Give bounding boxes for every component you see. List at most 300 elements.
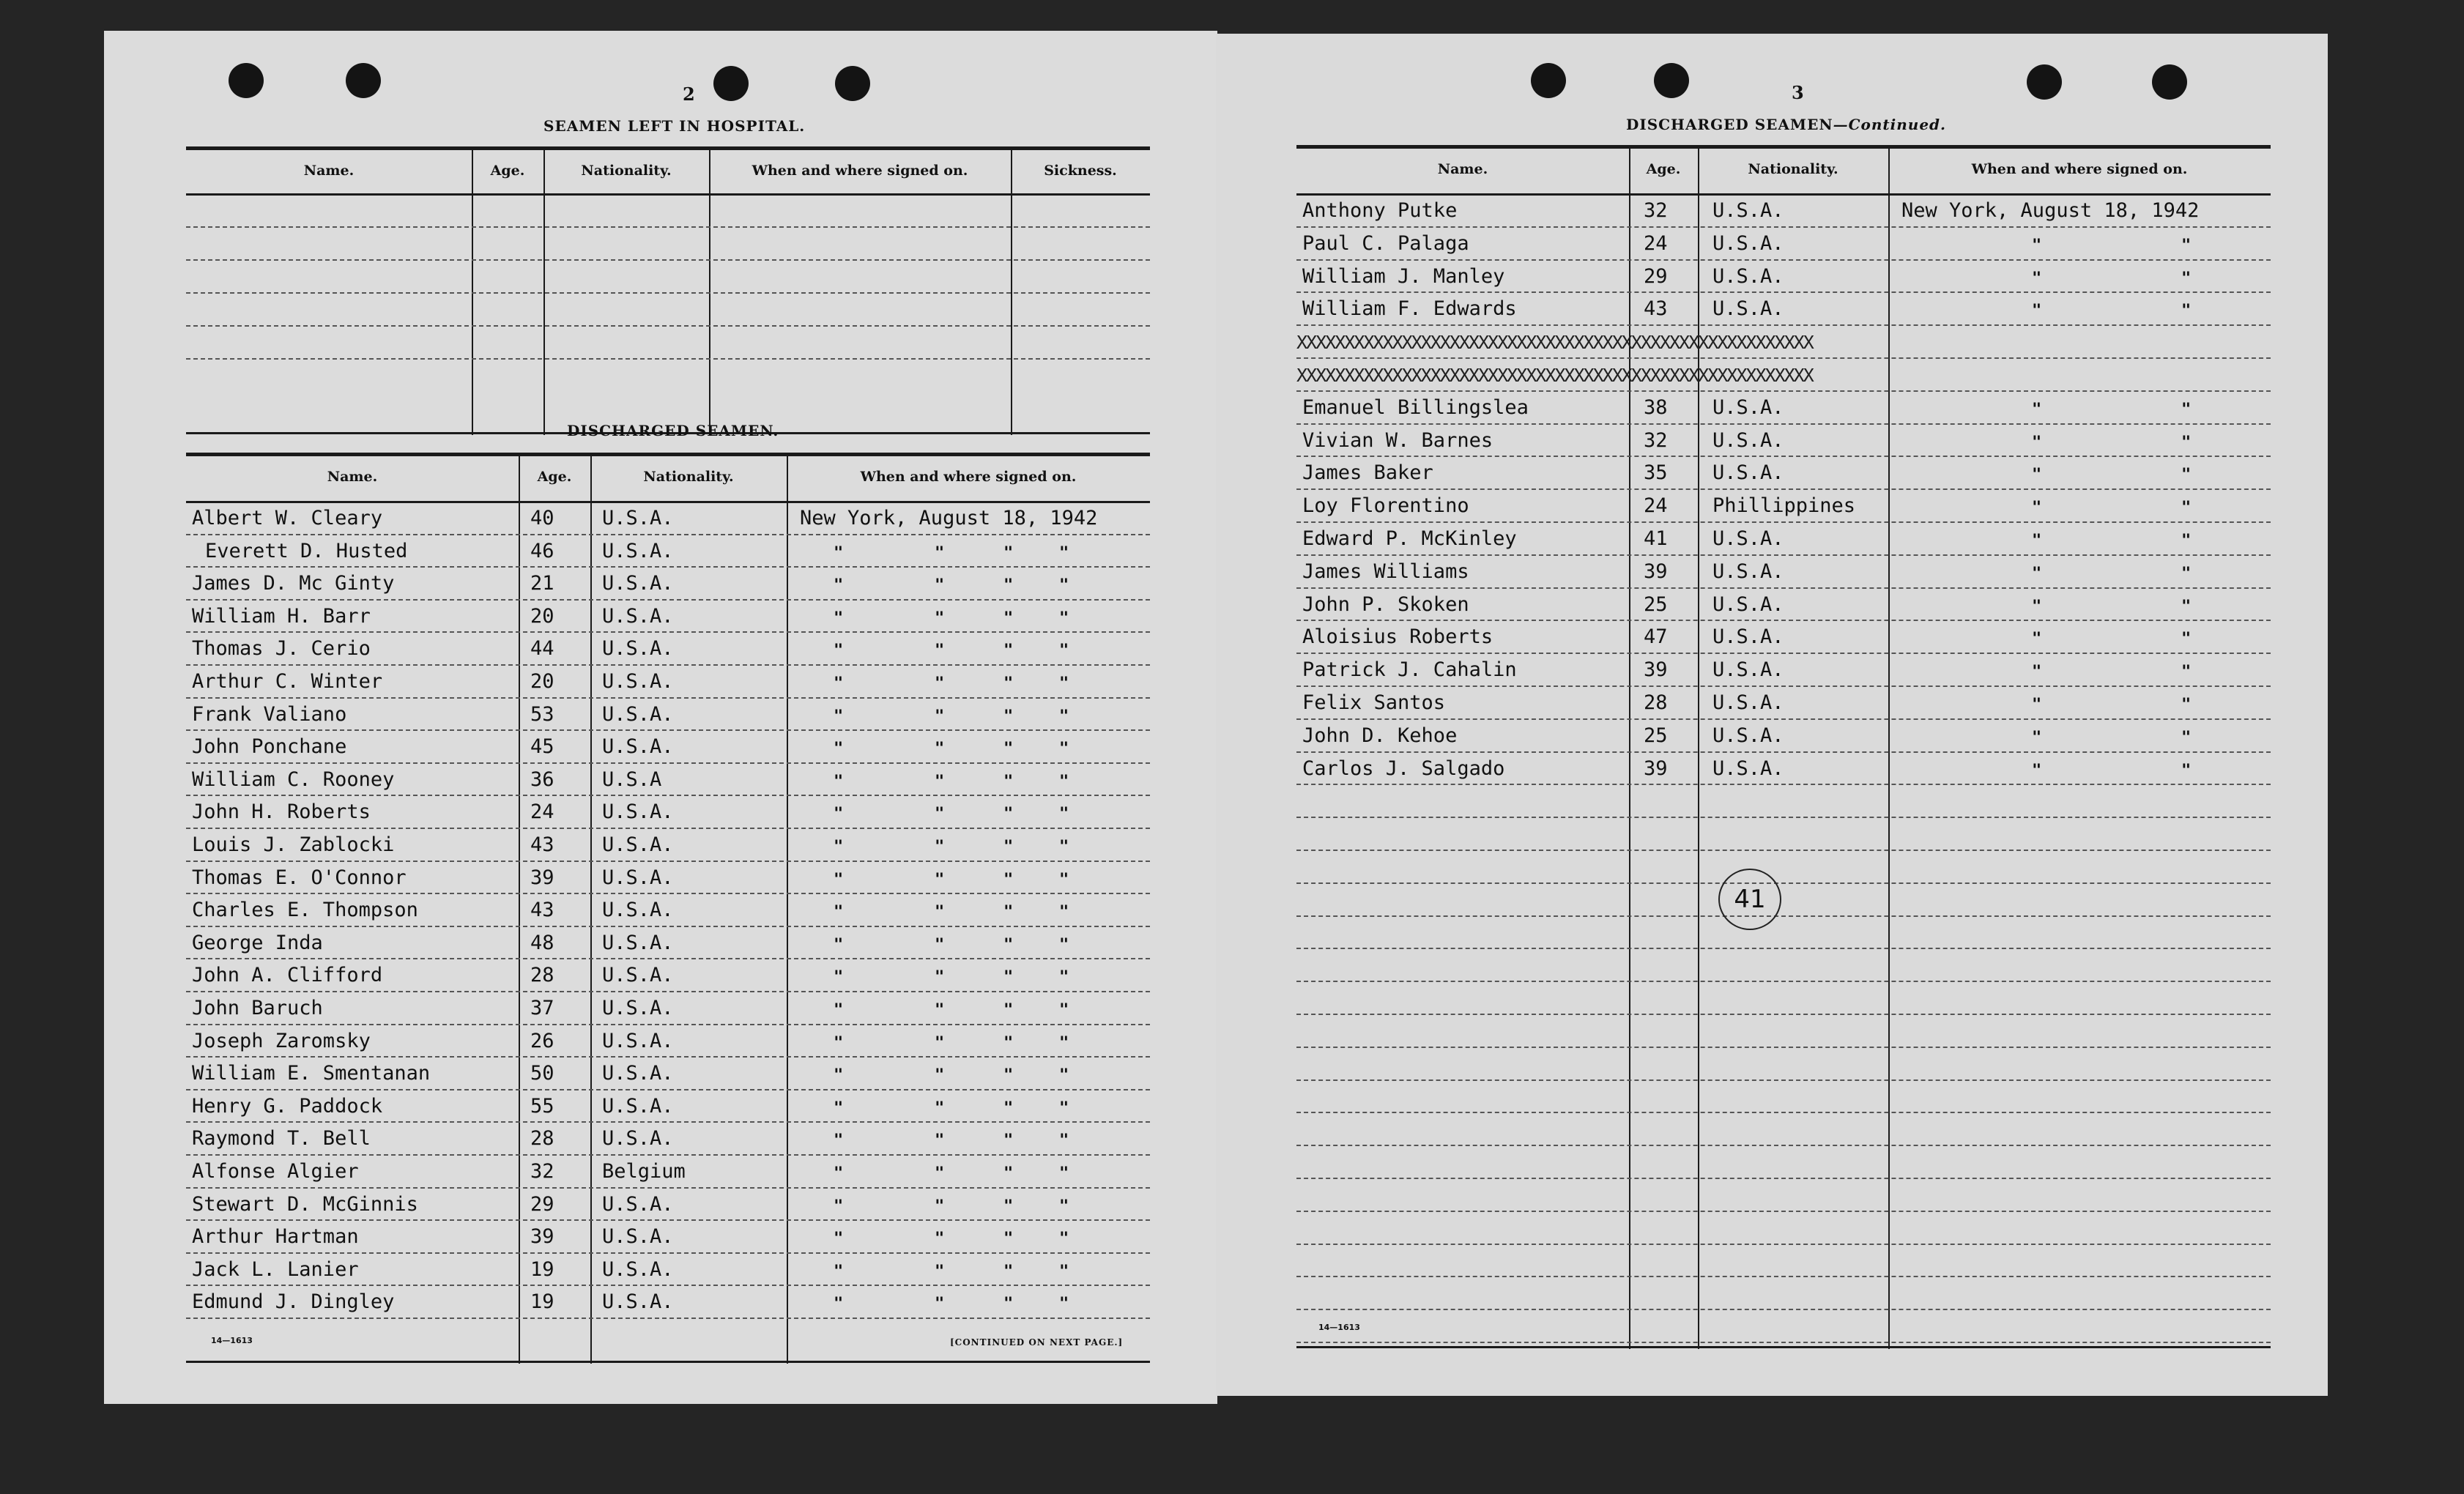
ditto-mark: " <box>1003 772 1014 791</box>
seaman-name: Jack L. Lanier <box>192 1257 359 1281</box>
ditto-mark: " <box>1003 1164 1014 1183</box>
form-number: 14—1613 <box>1318 1323 1360 1332</box>
seaman-nationality: U.S.A. <box>1712 297 1784 321</box>
row-line <box>1296 817 2271 818</box>
ditto-mark: " <box>834 805 844 824</box>
ditto-mark: " <box>1003 1295 1014 1314</box>
row-line <box>1296 1342 2271 1343</box>
table-row <box>186 961 1150 994</box>
seaman-age: 39 <box>530 1225 554 1249</box>
ditto-mark: " <box>2032 761 2042 780</box>
seaman-nationality: U.S.A. <box>602 507 674 529</box>
seaman-age: 44 <box>530 637 554 661</box>
ditto-mark: " <box>935 740 945 759</box>
seaman-nationality: U.S.A. <box>602 997 674 1019</box>
table-top-rule <box>1296 145 2271 149</box>
table-row <box>1296 458 2271 491</box>
col-header-signed: When and where signed on. <box>752 163 968 179</box>
seaman-nationality: U.S.A. <box>602 800 674 824</box>
table-row <box>1296 327 2271 360</box>
seaman-age: 29 <box>1644 264 1668 288</box>
ditto-mark: " <box>1059 707 1069 726</box>
ditto-mark: " <box>1059 935 1069 954</box>
seaman-age: 39 <box>530 866 554 889</box>
seaman-nationality: U.S.A. <box>602 899 674 922</box>
row-line <box>1296 1014 2271 1015</box>
ditto-mark: " <box>834 1001 844 1019</box>
seaman-nationality: U.S.A. <box>602 1192 674 1216</box>
table-row <box>186 504 1150 537</box>
table-row <box>186 537 1150 570</box>
seaman-name: Aloisius Roberts <box>1302 625 1493 649</box>
ditto-mark: " <box>834 1197 844 1216</box>
ditto-mark: " <box>834 740 844 759</box>
ditto-mark: " <box>1003 740 1014 759</box>
table-row <box>186 1222 1150 1255</box>
title-continued: —Continued. <box>1833 116 1946 133</box>
col-header-signed: When and where signed on. <box>860 469 1077 485</box>
seaman-name: Albert W. Cleary <box>192 507 383 529</box>
ditto-mark: " <box>935 968 945 987</box>
ditto-mark: " <box>834 870 844 889</box>
seaman-name: Arthur C. Winter <box>192 670 383 693</box>
hospital-table <box>186 146 1150 439</box>
punch-hole <box>346 63 381 98</box>
ditto-mark: " <box>1003 1001 1014 1019</box>
row-line <box>1296 1178 2271 1179</box>
ditto-mark: " <box>935 543 945 562</box>
ditto-mark: " <box>935 609 945 628</box>
table-top-rule <box>186 146 1150 150</box>
punch-hole <box>835 66 870 101</box>
seaman-name: Joseph Zaromsky <box>192 1029 371 1052</box>
ditto-mark: " <box>1003 1131 1014 1151</box>
seaman-nationality: U.S.A. <box>1712 264 1784 288</box>
header-bottom-rule <box>1296 193 2271 196</box>
ditto-mark: " <box>1059 903 1069 922</box>
punch-hole <box>229 63 264 98</box>
table-row <box>1296 360 2271 393</box>
page-number: 3 <box>1792 82 1804 103</box>
row-line <box>186 259 1150 261</box>
seaman-name: Loy Florentino <box>1302 494 1469 518</box>
ditto-mark: " <box>935 935 945 954</box>
seaman-age: 28 <box>530 1127 554 1151</box>
table-top-rule <box>186 453 1150 456</box>
ditto-mark: " <box>1059 740 1069 759</box>
seaman-nationality: U.S.A. <box>1712 428 1784 452</box>
ditto-mark: " <box>1003 674 1014 693</box>
row-line <box>1296 1079 2271 1081</box>
table-row <box>1296 229 2271 262</box>
col-header-name: Name. <box>303 163 355 179</box>
seaman-name: Thomas E. O'Connor <box>192 866 407 889</box>
ditto-mark: " <box>1003 1066 1014 1085</box>
punch-hole <box>713 66 749 101</box>
ditto-mark: " <box>1003 838 1014 856</box>
ditto-mark: " <box>935 707 945 726</box>
seaman-name: John Baruch <box>192 997 323 1019</box>
ditto-mark: " <box>1059 870 1069 889</box>
table-bottom-rule <box>1296 1346 2271 1348</box>
table-row <box>1296 721 2271 754</box>
ditto-mark: " <box>2032 302 2042 321</box>
seaman-name: William H. Barr <box>192 604 371 628</box>
row-line <box>1296 1047 2271 1048</box>
ditto-mark: " <box>1059 609 1069 628</box>
ditto-mark: " <box>834 1131 844 1151</box>
table-row <box>1296 196 2271 229</box>
seaman-nationality: U.S.A. <box>1712 231 1784 255</box>
table-row <box>186 1287 1150 1320</box>
ditto-mark: " <box>2181 728 2192 747</box>
seaman-age: 26 <box>530 1029 554 1052</box>
ditto-mark: " <box>834 1099 844 1118</box>
col-header-age: Age. <box>490 163 525 179</box>
ditto-mark: " <box>2181 236 2192 255</box>
table-row <box>186 830 1150 863</box>
ditto-mark: " <box>1003 805 1014 824</box>
row-line <box>186 358 1150 360</box>
seaman-nationality: U.S.A. <box>1712 461 1784 485</box>
row-line <box>1296 1112 2271 1113</box>
ditto-mark: " <box>834 609 844 628</box>
ditto-mark: " <box>834 1066 844 1085</box>
seaman-name: Vivian W. Barnes <box>1302 428 1493 452</box>
ditto-mark: " <box>834 1230 844 1249</box>
table-row <box>186 863 1150 896</box>
seaman-age: 25 <box>1644 724 1668 747</box>
hospital-section-title: SEAMEN LEFT IN HOSPITAL. <box>543 117 806 135</box>
seaman-age: 39 <box>1644 658 1668 682</box>
seaman-nationality: U.S.A. <box>1712 592 1784 616</box>
ditto-mark: " <box>1059 1099 1069 1118</box>
ditto-mark: " <box>935 674 945 693</box>
form-number: 14—1613 <box>211 1336 253 1345</box>
table-row <box>186 1255 1150 1288</box>
seaman-age: 28 <box>1644 691 1668 714</box>
seaman-age: 37 <box>530 997 554 1019</box>
ditto-mark: " <box>2032 269 2042 288</box>
ditto-mark: " <box>1003 968 1014 987</box>
seaman-name: John A. Clifford <box>192 964 383 987</box>
ditto-mark: " <box>1059 1066 1069 1085</box>
ditto-mark: " <box>2032 532 2042 550</box>
ditto-mark: " <box>1059 1197 1069 1216</box>
seaman-age: 39 <box>1644 757 1668 780</box>
table-row <box>1296 426 2271 459</box>
ditto-mark: " <box>935 1131 945 1151</box>
ditto-mark: " <box>1059 1033 1069 1052</box>
ditto-mark: " <box>2032 663 2042 682</box>
ditto-mark: " <box>935 1164 945 1183</box>
seaman-nationality: U.S.A. <box>602 1257 674 1281</box>
ditto-mark: " <box>834 674 844 693</box>
table-row <box>186 896 1150 929</box>
ditto-mark: " <box>2181 696 2192 714</box>
col-header-nationality: Nationality. <box>643 469 734 485</box>
ditto-mark: " <box>1003 935 1014 954</box>
ditto-mark: " <box>1003 1033 1014 1052</box>
seaman-age: 43 <box>1644 297 1668 321</box>
punch-hole <box>1654 63 1689 98</box>
punch-hole <box>2027 64 2062 100</box>
ditto-mark: " <box>935 1197 945 1216</box>
table-bottom-rule <box>186 1361 1150 1363</box>
seaman-nationality: Belgium <box>602 1160 686 1183</box>
ditto-mark: " <box>935 1099 945 1118</box>
ditto-mark: " <box>834 968 844 987</box>
seaman-name: William J. Manley <box>1302 264 1505 288</box>
ditto-mark: " <box>935 805 945 824</box>
ditto-mark: " <box>1059 838 1069 856</box>
ditto-mark: " <box>834 1033 844 1052</box>
crossed-out-entry: XXXXXXXXXXXXXXXXXXXXXXXXXXXXXXXXXXXXXXXXXXXXXXXXXXXXXX <box>1296 332 1813 354</box>
table-row <box>1296 491 2271 524</box>
ditto-mark: " <box>1059 805 1069 824</box>
discharged-section-title: DISCHARGED SEAMEN. <box>567 422 779 439</box>
left-page <box>104 31 1217 1404</box>
seaman-name: Henry G. Paddock <box>192 1094 383 1118</box>
seaman-nationality: U.S.A. <box>1712 691 1784 714</box>
seaman-nationality: U.S.A. <box>602 670 674 693</box>
table-row <box>1296 688 2271 721</box>
seaman-nationality: U.S.A. <box>602 1127 674 1151</box>
ditto-mark: " <box>935 772 945 791</box>
table-row <box>186 929 1150 962</box>
row-line <box>186 292 1150 294</box>
ditto-mark: " <box>834 642 844 661</box>
seaman-age: 19 <box>530 1290 554 1314</box>
ditto-mark: " <box>935 1230 945 1249</box>
table-row <box>1296 524 2271 557</box>
ditto-mark: " <box>2181 532 2192 550</box>
row-line <box>1296 981 2271 982</box>
table-row <box>186 798 1150 830</box>
ditto-mark: " <box>834 772 844 791</box>
seaman-age: 46 <box>530 539 554 562</box>
ditto-mark: " <box>935 838 945 856</box>
seaman-age: 48 <box>530 931 554 954</box>
ditto-mark: " <box>1059 1262 1069 1281</box>
col-header-name: Name. <box>1437 161 1488 177</box>
seaman-name: James Baker <box>1302 461 1433 485</box>
seaman-age: 35 <box>1644 461 1668 485</box>
seaman-name: William C. Rooney <box>192 768 395 791</box>
seaman-nationality: U.S.A. <box>602 1062 674 1085</box>
seaman-age: 20 <box>530 604 554 628</box>
seaman-name: Alfonse Algier <box>192 1160 359 1183</box>
table-row <box>186 765 1150 798</box>
seaman-nationality: U.S.A. <box>1712 560 1784 583</box>
ditto-mark: " <box>2032 728 2042 747</box>
ditto-mark: " <box>2032 696 2042 714</box>
seaman-age: 53 <box>530 702 554 726</box>
ditto-mark: " <box>2181 630 2192 649</box>
ditto-mark: " <box>935 642 945 661</box>
seaman-name: Felix Santos <box>1302 691 1446 714</box>
table-row <box>1296 393 2271 426</box>
seaman-name: Patrick J. Cahalin <box>1302 658 1517 682</box>
seaman-name: Charles E. Thompson <box>192 899 418 922</box>
seaman-name: Raymond T. Bell <box>192 1127 371 1151</box>
seaman-nationality: U.S.A. <box>602 539 674 562</box>
ditto-mark: " <box>1003 609 1014 628</box>
col-header-name: Name. <box>327 469 378 485</box>
seaman-age: 36 <box>530 768 554 791</box>
right-table <box>1296 145 2271 1353</box>
ditto-mark: " <box>1059 1164 1069 1183</box>
seaman-nationality: U.S.A. <box>602 1094 674 1118</box>
seaman-name: Stewart D. McGinnis <box>192 1192 418 1216</box>
ditto-mark: " <box>1003 1230 1014 1249</box>
table-row <box>186 1190 1150 1223</box>
table-row <box>1296 655 2271 688</box>
table-row <box>1296 590 2271 623</box>
ditto-mark: " <box>2032 236 2042 255</box>
ditto-mark: " <box>2032 433 2042 452</box>
ditto-mark: " <box>1059 642 1069 661</box>
seaman-nationality: U.S.A. <box>1712 395 1784 419</box>
seaman-name: John H. Roberts <box>192 800 371 824</box>
ditto-mark: " <box>834 576 844 595</box>
ditto-mark: " <box>1059 543 1069 562</box>
seaman-age: 40 <box>530 507 554 529</box>
col-header-age: Age. <box>1646 161 1681 177</box>
seaman-nationality: U.S.A. <box>602 866 674 889</box>
ditto-mark: " <box>1059 576 1069 595</box>
seaman-age: 38 <box>1644 395 1668 419</box>
col-header-sickness: Sickness. <box>1044 163 1117 179</box>
seaman-age: 24 <box>1644 494 1668 518</box>
seaman-nationality: U.S.A. <box>1712 724 1784 747</box>
row-line <box>186 325 1150 327</box>
ditto-mark: " <box>2181 302 2192 321</box>
punch-hole <box>2152 64 2187 100</box>
seaman-nationality: U.S.A. <box>602 1290 674 1314</box>
seaman-name: Carlos J. Salgado <box>1302 757 1505 780</box>
seaman-name: Thomas J. Cerio <box>192 637 371 661</box>
ditto-mark: " <box>834 707 844 726</box>
table-row <box>186 1124 1150 1157</box>
seaman-nationality: U.S.A. <box>1712 527 1784 550</box>
table-row <box>1296 262 2271 295</box>
seaman-name: James D. Mc Ginty <box>192 572 395 595</box>
seaman-nationality: U.S.A <box>602 768 662 791</box>
ditto-mark: " <box>1003 1099 1014 1118</box>
seaman-nationality: U.S.A. <box>602 1029 674 1052</box>
seaman-name: Edmund J. Dingley <box>192 1290 395 1314</box>
circled-total-stamp: 41 <box>1718 869 1781 930</box>
seaman-age: 19 <box>530 1257 554 1281</box>
title-main: DISCHARGED SEAMEN <box>1626 116 1833 133</box>
seaman-age: 20 <box>530 670 554 693</box>
seaman-name: William F. Edwards <box>1302 297 1517 321</box>
ditto-mark: " <box>1003 903 1014 922</box>
seaman-name: Paul C. Palaga <box>1302 231 1469 255</box>
ditto-mark: " <box>2032 630 2042 649</box>
ditto-mark: " <box>935 1001 945 1019</box>
ditto-mark: " <box>1059 1295 1069 1314</box>
ditto-mark: " <box>2032 499 2042 518</box>
ditto-mark: " <box>2181 269 2192 288</box>
ditto-mark: " <box>2181 663 2192 682</box>
row-line <box>1296 1211 2271 1212</box>
ditto-mark: " <box>1059 772 1069 791</box>
seaman-age: 32 <box>1644 199 1668 222</box>
row-line <box>1296 915 2271 917</box>
signed-on: New York, August 18, 1942 <box>1901 199 2200 222</box>
ditto-mark: " <box>2181 564 2192 583</box>
seaman-nationality: U.S.A. <box>1712 757 1784 780</box>
seaman-age: 21 <box>530 572 554 595</box>
ditto-mark: " <box>1003 543 1014 562</box>
table-row <box>1296 294 2271 327</box>
ditto-mark: " <box>2181 597 2192 616</box>
ditto-mark: " <box>2181 433 2192 452</box>
ditto-mark: " <box>2032 564 2042 583</box>
seaman-name: John Ponchane <box>192 735 347 759</box>
ditto-mark: " <box>935 576 945 595</box>
seaman-age: 32 <box>1644 428 1668 452</box>
seaman-age: 43 <box>530 899 554 922</box>
seaman-age: 45 <box>530 735 554 759</box>
seaman-nationality: U.S.A. <box>602 637 674 661</box>
ditto-mark: " <box>1003 707 1014 726</box>
ditto-mark: " <box>834 1295 844 1314</box>
seaman-age: 43 <box>530 833 554 856</box>
seaman-name: Louis J. Zablocki <box>192 833 395 856</box>
seaman-age: 41 <box>1644 527 1668 550</box>
row-line <box>1296 1145 2271 1146</box>
ditto-mark: " <box>2181 761 2192 780</box>
row-line <box>1296 882 2271 884</box>
row-line <box>186 226 1150 228</box>
seaman-name: Frank Valiano <box>192 702 347 726</box>
ditto-mark: " <box>2032 400 2042 419</box>
punch-hole <box>1531 63 1566 98</box>
ditto-mark: " <box>1003 576 1014 595</box>
table-row <box>186 667 1150 700</box>
ditto-mark: " <box>1003 1197 1014 1216</box>
ditto-mark: " <box>935 1066 945 1085</box>
seaman-name: John P. Skoken <box>1302 592 1469 616</box>
table-row <box>186 1059 1150 1092</box>
ditto-mark: " <box>935 1262 945 1281</box>
seaman-nationality: U.S.A. <box>602 735 674 759</box>
seaman-name: Anthony Putke <box>1302 199 1458 222</box>
table-row <box>186 732 1150 765</box>
ditto-mark: " <box>2181 400 2192 419</box>
ditto-mark: " <box>935 870 945 889</box>
ditto-mark: " <box>834 903 844 922</box>
col-header-age: Age. <box>537 469 572 485</box>
ditto-mark: " <box>834 1262 844 1281</box>
seaman-age: 28 <box>530 964 554 987</box>
table-row <box>186 994 1150 1027</box>
seaman-nationality: Phillippines <box>1712 494 1856 518</box>
table-row <box>186 1157 1150 1190</box>
header-bottom-rule <box>186 193 1150 196</box>
ditto-mark: " <box>935 1033 945 1052</box>
row-line <box>1296 1276 2271 1277</box>
ditto-mark: " <box>834 543 844 562</box>
row-line <box>1296 1244 2271 1245</box>
ditto-mark: " <box>1003 870 1014 889</box>
crossed-out-entry: XXXXXXXXXXXXXXXXXXXXXXXXXXXXXXXXXXXXXXXXXXXXXXXXXXXXXX <box>1296 365 1813 386</box>
seaman-nationality: U.S.A. <box>602 833 674 856</box>
ditto-mark: " <box>2032 597 2042 616</box>
